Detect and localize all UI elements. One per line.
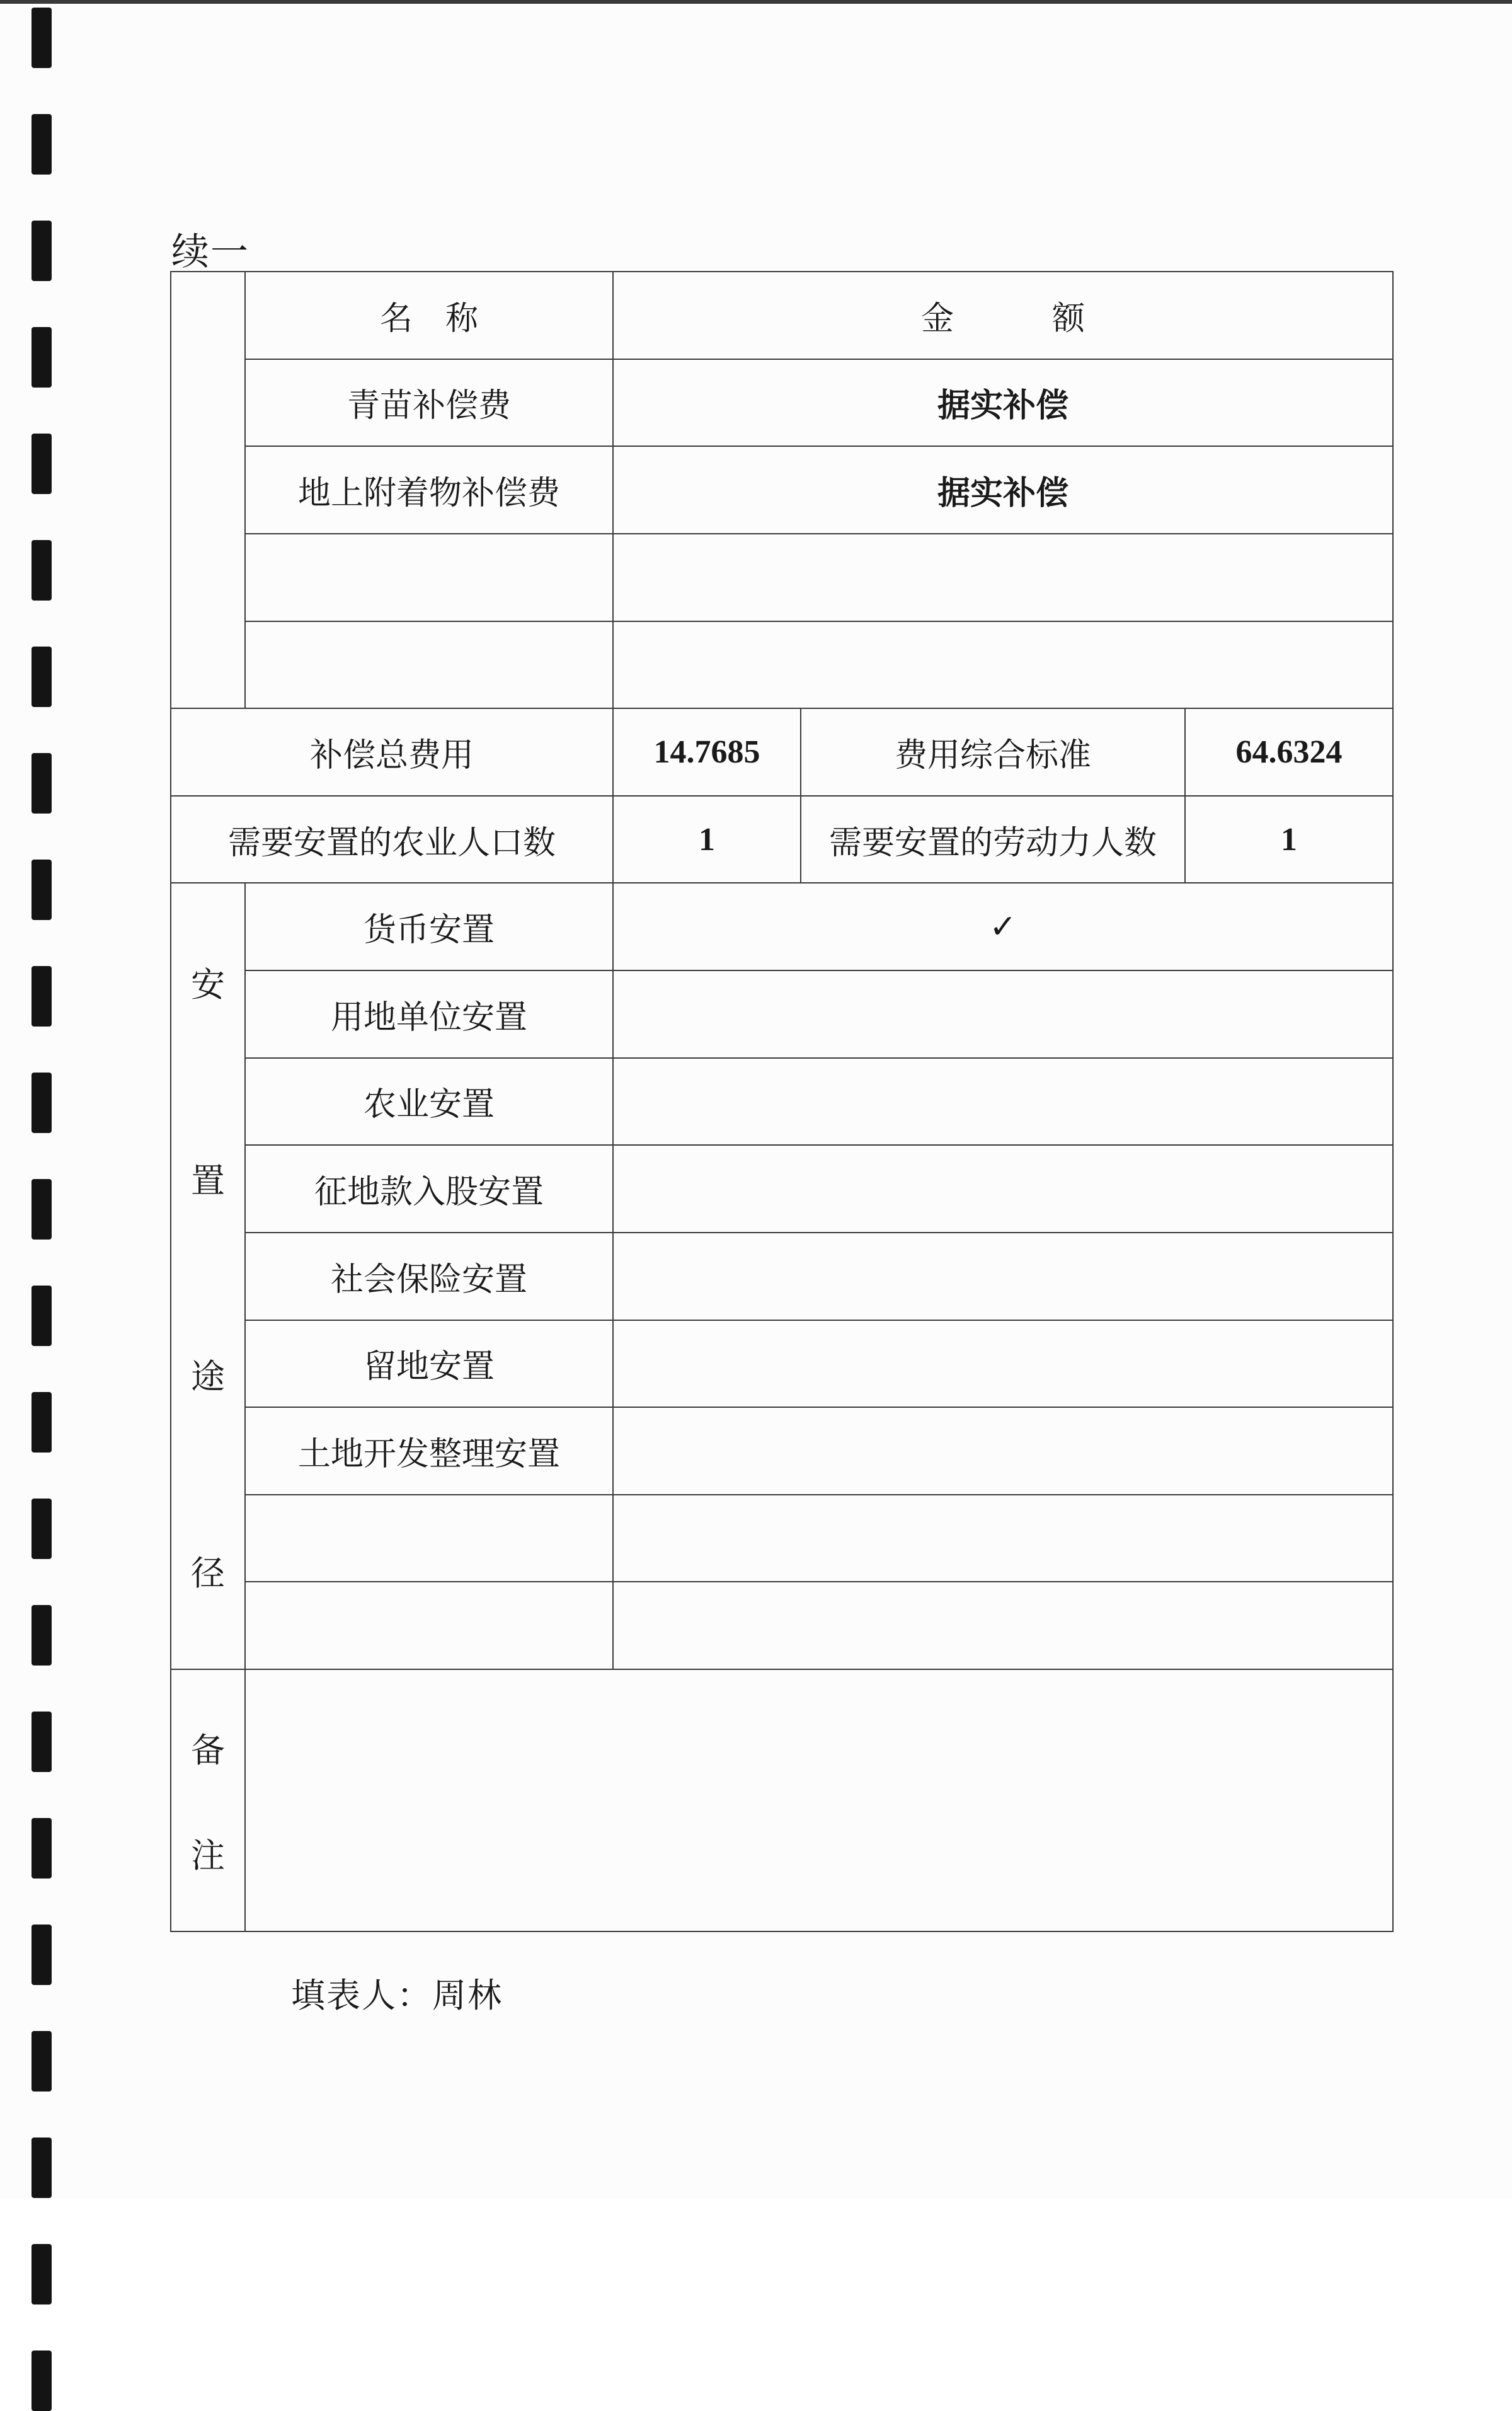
item-row: [171, 359, 1393, 447]
binding-hole-mark: [32, 540, 52, 601]
binding-hole-mark: [32, 8, 52, 68]
binding-hole-mark: [32, 1073, 52, 1133]
totals-row: [171, 708, 1393, 796]
binding-hole-mark: [32, 2244, 52, 2305]
item-name: [245, 621, 613, 709]
side-char: 安: [191, 964, 225, 1004]
side-char: 径: [191, 1553, 225, 1593]
agri-population-label: 需要安置的农业人口数: [171, 796, 613, 883]
binding-hole-mark: [32, 647, 52, 707]
binding-hole-mark: [32, 327, 52, 388]
resettlement-value: [613, 1582, 1393, 1669]
remarks-side-label: [171, 1669, 245, 1931]
side-char: 注: [191, 1836, 225, 1875]
item-row: [171, 534, 1393, 621]
resettlement-value: [613, 1320, 1393, 1408]
remarks-content: [245, 1669, 1393, 1931]
resettlement-value: [613, 970, 1393, 1058]
labor-count-label: 需要安置的劳动力人数: [801, 796, 1185, 883]
resettlement-method: 土地开发整理安置: [245, 1407, 613, 1495]
compensation-form-table: [170, 271, 1394, 1932]
resettlement-method: [245, 1495, 613, 1582]
binding-hole-mark: [32, 2138, 52, 2198]
name-column-header: 名 称: [245, 272, 613, 359]
resettlement-row: [171, 970, 1393, 1058]
item-name: 地上附着物补偿费: [245, 446, 613, 534]
binding-hole-mark: [32, 1499, 52, 1559]
binding-hole-mark: [32, 966, 52, 1027]
resettlement-row: [171, 1233, 1393, 1320]
binding-hole-mark: [32, 1286, 52, 1346]
binding-hole-mark: [32, 860, 52, 920]
binding-hole-mark: [32, 2031, 52, 2092]
resettlement-row: [171, 1320, 1393, 1408]
remarks-row: [171, 1669, 1393, 1931]
resettlement-row: [171, 1407, 1393, 1495]
resettlement-row: [171, 1058, 1393, 1146]
resettlement-method: 留地安置: [245, 1320, 613, 1408]
item-row: [171, 621, 1393, 709]
item-amount: [613, 534, 1393, 621]
resettlement-value: [613, 1495, 1393, 1582]
binding-hole-mark: [32, 221, 52, 281]
binding-hole-mark: [32, 2351, 52, 2411]
binding-hole-mark: [32, 1925, 52, 1985]
resettlement-row: [171, 883, 1393, 970]
binding-hole-mark: [32, 753, 52, 814]
checkmark-icon: ✓: [613, 883, 1393, 970]
resettlement-row: [171, 1145, 1393, 1233]
binding-hole-mark: [32, 114, 52, 175]
binding-hole-mark: [32, 1712, 52, 1772]
resettlement-method: [245, 1582, 613, 1669]
resettlement-method: 货币安置: [245, 883, 613, 970]
labor-count-value: 1: [1185, 796, 1393, 883]
resettlement-method: 社会保险安置: [245, 1233, 613, 1320]
item-name: [245, 534, 613, 621]
agri-population-value: 1: [613, 796, 801, 883]
resettlement-value: [613, 1407, 1393, 1495]
form-filler: 填表人：周林: [291, 1976, 503, 2015]
cost-standard-label: 费用综合标准: [801, 708, 1185, 796]
resettlement-value: [613, 1145, 1393, 1233]
items-side-cell: [171, 272, 245, 708]
resettlement-value: [613, 1233, 1393, 1320]
binding-hole-mark: [32, 1392, 52, 1453]
header-row: [171, 272, 1393, 359]
item-amount: [613, 621, 1393, 709]
scan-top-edge: [0, 0, 1512, 4]
resettlement-method: 用地单位安置: [245, 970, 613, 1058]
resettlement-value: [613, 1058, 1393, 1146]
total-cost-label: 补偿总费用: [171, 708, 613, 796]
item-amount: 据实补偿: [613, 446, 1393, 534]
item-row: [171, 446, 1393, 534]
continued-label: 续一: [171, 230, 249, 274]
resettlement-row: [171, 1495, 1393, 1582]
side-char: 途: [191, 1357, 225, 1397]
binding-hole-mark: [32, 1179, 52, 1240]
binding-hole-mark: [32, 1818, 52, 1879]
resettlement-side-label: [171, 883, 245, 1669]
total-cost-value: 14.7685: [613, 708, 801, 796]
cost-standard-value: 64.6324: [1185, 708, 1393, 796]
binding-hole-mark: [32, 434, 52, 494]
side-char: 置: [191, 1160, 225, 1200]
binding-hole-mark: [32, 1605, 52, 1666]
resettlement-method: 征地款入股安置: [245, 1145, 613, 1233]
item-name: 青苗补偿费: [245, 359, 613, 447]
amount-column-header: 金 额: [613, 272, 1393, 359]
population-row: [171, 796, 1393, 883]
item-amount: 据实补偿: [613, 359, 1393, 447]
resettlement-method: 农业安置: [245, 1058, 613, 1146]
side-char: 备: [191, 1730, 225, 1770]
resettlement-row: [171, 1582, 1393, 1669]
